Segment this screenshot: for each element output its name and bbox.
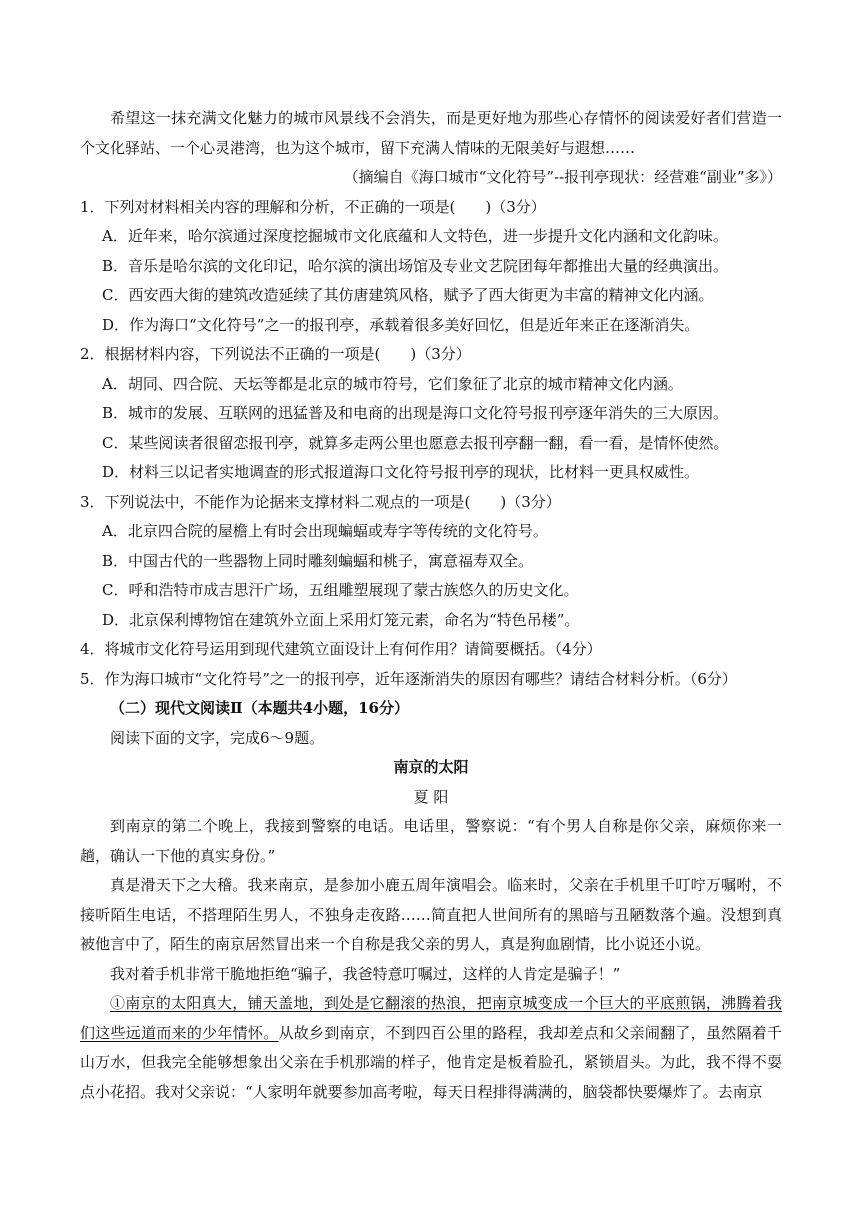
question-4-stem: 4．将城市文化符号运用到现代建筑立面设计上有何作用？请简要概括。（4分） — [80, 640, 602, 658]
article-paragraph-3: 我对着手机非常干脆地拒绝“骗子，我爸特意叮嘱过，这样的人肯定是骗子！” — [110, 964, 621, 983]
question-2 — [80, 340, 782, 488]
question-1 — [80, 193, 782, 341]
option-c: C．西安西大街的建筑改造延续了其仿唐建筑风格，赋予了西大街更为丰富的精神文化内涵。 — [102, 286, 714, 304]
article-paragraph-4 — [80, 989, 782, 1107]
question-stem: 1．下列对材料相关内容的理解和分析，不正确的一项是( )（3分） — [80, 197, 546, 216]
option-b: B．城市的发展、互联网的迅猛普及和电商的出现是海口文化符号报刊亭逐年消失的三大原因。 — [102, 404, 729, 422]
question-stem: 3．下列说法中，不能作为论据来支撑材料二观点的一项是( )（3分） — [80, 492, 561, 511]
intro-paragraph: 希望这一抹充满文化魅力的城市风景线不会消失，而是更好地为那些心存情怀的阅读爱好者们营造一个文化驿站、一个心灵港湾，也为这个城市，留下充满人情味的无限美好与遐想…… — [80, 109, 782, 157]
option-b: B．音乐是哈尔滨的文化印记，哈尔滨的演出场馆及专业文艺院团每年都推出大量的经典演出。 — [102, 256, 729, 275]
question-stem: 2．根据材料内容，下列说法不正确的一项是( )（3分） — [80, 345, 471, 363]
option-a: A．北京四合院的屋檐上有时会出现蝙蝠或寿字等传统的文化符号。 — [102, 522, 548, 540]
question-3 — [80, 488, 782, 636]
option-d: D．作为海口“文化符号”之一的报刊亭，承载着很多美好回忆，但是近年来正在逐渐消失。 — [102, 315, 700, 334]
section-instruction: 阅读下面的文字，完成6～9题。 — [110, 728, 325, 747]
article-title: 南京的太阳 — [393, 758, 469, 776]
article-author: 夏 阳 — [413, 787, 449, 806]
paragraph-continuation: 从故乡到南京，不到四百公里的路程，我却差点和父亲闹翻了，虽然隔着千山万水，但我完全能够想象出父亲在手机那端的样子，他肯定是板着脸孔，紧锁眉头。为此，我不得不耍点小花招。我对父亲说：“人家明年就要参加高考啦，每天日程排得满满的，脑袋都快要爆炸了。去南京 — [80, 1023, 782, 1101]
section-heading: （二）现代文阅读Ⅱ（本题共4小题，16分） — [110, 699, 409, 717]
underlined-sentence: ①南京的太阳真大，铺天盖地，到处是它翻滚的热浪，把南京城变成一个巨大的平底煎锅，沸腾着我们这些远道而来的少年情怀。 — [80, 994, 782, 1042]
option-d: D．材料三以记者实地调查的形式报道海口文化符号报刊亭的现状，比材料一更具权威性。 — [102, 463, 700, 481]
document-page — [80, 104, 782, 1107]
option-c: C．呼和浩特市成吉思汗广场，五组雕塑展现了蒙古族悠久的历史文化。 — [102, 581, 579, 599]
option-a: A．近年来，哈尔滨通过深度挖掘城市文化底蕴和人文特色，进一步提升文化内涵和文化韵味。 — [102, 227, 728, 245]
option-c: C．某些阅读者很留恋报刊亭，就算多走两公里也愿意去报刊亭翻一翻，看一看，是情怀使然。 — [102, 433, 729, 452]
option-b: B．中国古代的一些器物上同时雕刻蝙蝠和桃子，寓意福寿双全。 — [102, 551, 534, 570]
option-d: D．北京保利博物馆在建筑外立面上采用灯笼元素，命名为“特色吊楼”。 — [102, 610, 580, 629]
source-citation: （摘编自《海口城市“文化符号”--报刊亭现状：经营难“副业”多》） — [343, 168, 782, 186]
question-5-stem: 5．作为海口城市“文化符号”之一的报刊亭，近年逐渐消失的原因有哪些？请结合材料分析。（6分） — [80, 669, 737, 688]
option-a: A．胡同、四合院、天坛等都是北京的城市符号，它们象征了北京的城市精神文化内涵。 — [102, 374, 683, 393]
article-paragraph-2: 真是滑天下之大稽。我来南京，是参加小鹿五周年演唱会。临来时，父亲在手机里千叮咛万嘱咐，不接听陌生电话，不搭理陌生男人，不独身走夜路……简直把人世间所有的黑暗与丑陋数落个遍。没想到真被他言中了，陌生的南京居然冒出来一个自称是我父亲的男人，真是狗血剧情，比小说还小说。 — [80, 876, 782, 953]
article-paragraph-1: 到南京的第二个晚上，我接到警察的电话。电话里，警察说：“有个男人自称是你父亲，麻烦你来一趟，确认一下他的真实身份。” — [80, 817, 782, 865]
